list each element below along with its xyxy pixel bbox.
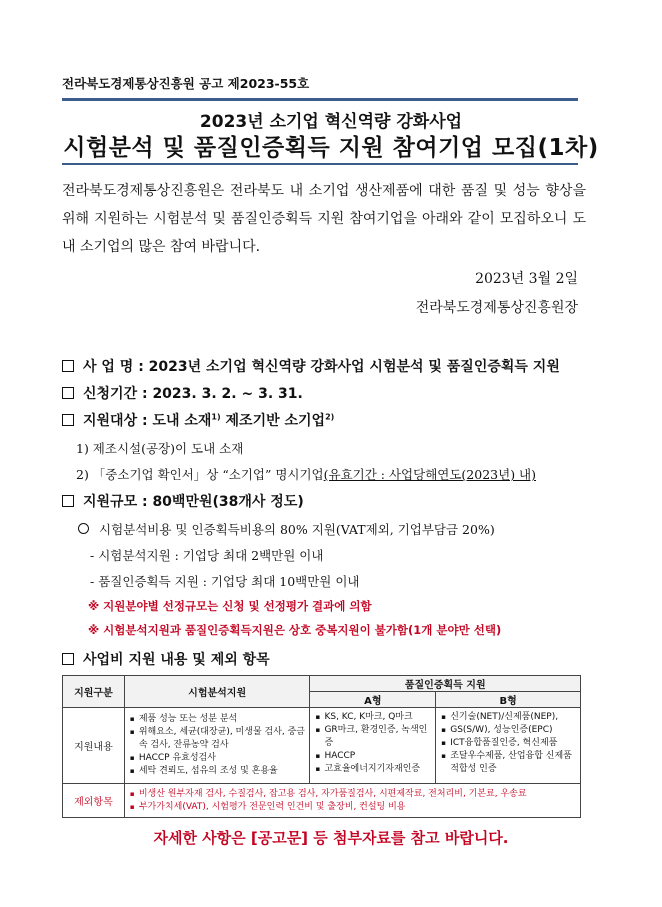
header-type-b: B형 (436, 692, 581, 708)
list-item: ▪ 부가가치세(VAT), 시험평가 전문인력 인건비 및 출장비, 컨설팅 비용 (139, 801, 576, 814)
scale-sub-cert: - 품질인증획득 지원 : 기업당 최대 10백만원 이내 (90, 574, 360, 589)
list-item: ▪ 조달우수제품, 산업융합 신제품 적합성 인증 (450, 750, 576, 776)
list-item: ▪ 위해요소, 세균(대장균), 미생물 검사, 중금속 검사, 잔류농약 검사 (139, 726, 306, 752)
row-excluded-label: 제외항목 (63, 784, 125, 818)
section-bullet-box (62, 414, 74, 426)
list-item: ▪ KS, KC, K마크, Q마크 (324, 711, 431, 724)
section-budget (62, 649, 270, 669)
section-target (62, 410, 334, 430)
note-selection: ※ 지원분야별 선정규모는 신청 및 선정평가 결과에 의함 (88, 599, 372, 613)
header-cert: 품질인증획득 지원 (310, 676, 581, 692)
page-title: 시험분석 및 품질인증획득 지원 참여기업 모집(1차) (63, 135, 599, 161)
scale-sub-test: - 시험분석지원 : 기업당 최대 2백만원 이내 (90, 548, 324, 563)
title-bottom-rule (62, 163, 578, 165)
target-footnote-2: 2) (325, 412, 335, 422)
section-bullet-box (62, 387, 74, 399)
cell-test-items (124, 708, 310, 784)
list-item: ▪ 신기술(NET)/신제품(NEP), (450, 711, 576, 724)
list-item: ▪ 제품 성능 또는 성분 분석 (139, 713, 306, 726)
target-item-2-validity: (유효기간 : 사업당해연도(2023년) 내) (323, 467, 536, 482)
page-subtitle: 2023년 소기업 혁신역량 강화사업 (199, 112, 463, 132)
announcement-date: 2023년 3월 2일 (475, 271, 578, 287)
scale-main (78, 520, 495, 538)
list-item: ▪ 고효율에너지기자재인증 (324, 763, 431, 776)
cell-type-b-items (436, 708, 581, 784)
section-bullet-box (62, 653, 74, 665)
scale-main-text: 시험분석비용 및 인증획득비용의 80% 지원(VAT제외, 기업부담금 20%) (99, 522, 495, 537)
target-item-2 (76, 465, 536, 483)
organization-head: 전라북도경제통상진흥원장 (415, 300, 578, 316)
list-item: ▪ GS(S/W), 성능인증(EPC) (450, 724, 576, 737)
project-text: 사 업 명 : 2023년 소기업 혁신역량 강화사업 시험분석 및 품질인증획득 지원 (83, 359, 560, 375)
header-type-a: A형 (310, 692, 436, 708)
section-project (62, 356, 560, 376)
target-item-1: 1) 제조시설(공장)이 도내 소재 (76, 441, 244, 456)
scale-text: 지원규모 : 80백만원(38개사 정도) (83, 494, 304, 510)
section-bullet-box (62, 495, 74, 507)
target-item-2-text: 2) 「중소기업 확인서」상 “소기업” 명시기업 (76, 467, 324, 482)
note-no-duplicate: ※ 시험분석지원과 품질인증획득지원은 상호 중복지원이 불가함(1개 분야만 선택) (88, 623, 502, 637)
list-item: ▪ ICT융합품질인증, 혁신제품 (450, 737, 576, 750)
list-item: ▪ 세탁 견뢰도, 섬유의 조성 및 혼용율 (139, 765, 306, 778)
target-text: 지원대상 : 도내 소재 (83, 413, 212, 429)
circle-bullet-icon (78, 523, 89, 534)
period-text: 신청기간 : 2023. 3. 2. ~ 3. 31. (83, 386, 303, 402)
list-item: ▪ GR마크, 환경인증, 녹색인증 (324, 724, 431, 750)
target-footnote-1: 1) (211, 412, 221, 422)
budget-title: 사업비 지원 내용 및 제외 항목 (83, 652, 270, 668)
support-table (62, 675, 581, 818)
list-item: ▪ HACCP (324, 750, 431, 763)
header-category: 지원구분 (63, 676, 125, 708)
section-period (62, 383, 303, 403)
header-test-analysis: 시험분석지원 (124, 676, 310, 708)
cell-excluded-items (124, 784, 580, 818)
final-note: 자세한 사항은 [공고문] 등 첨부자료를 참고 바랍니다. (153, 829, 509, 847)
section-bullet-box (62, 360, 74, 372)
target-text-mid: 제조기반 소기업 (220, 413, 326, 429)
title-top-rule (62, 98, 578, 101)
section-scale (62, 491, 304, 511)
intro-paragraph: 전라북도경제통상진흥원은 전라북도 내 소기업 생산제품에 대한 품질 및 성능 향상을 위해 지원하는 시험분석 및 품질인증획득 지원 참여기업을 아래와 같이 모집하오니 도내 소기업의 많은 참여 바랍니다. (62, 183, 586, 255)
row-support-label: 지원내용 (63, 708, 125, 784)
cell-type-a-items (310, 708, 436, 784)
list-item: ▪ 비생산 원부자재 검사, 수질검사, 잡고용 검사, 자가품질검사, 시편제작료, 전처리비, 기본료, 우송료 (139, 788, 576, 801)
list-item: ▪ HACCP 유효성검사 (139, 752, 306, 765)
notice-number: 전라북도경제통상진흥원 공고 제2023-55호 (62, 76, 310, 91)
